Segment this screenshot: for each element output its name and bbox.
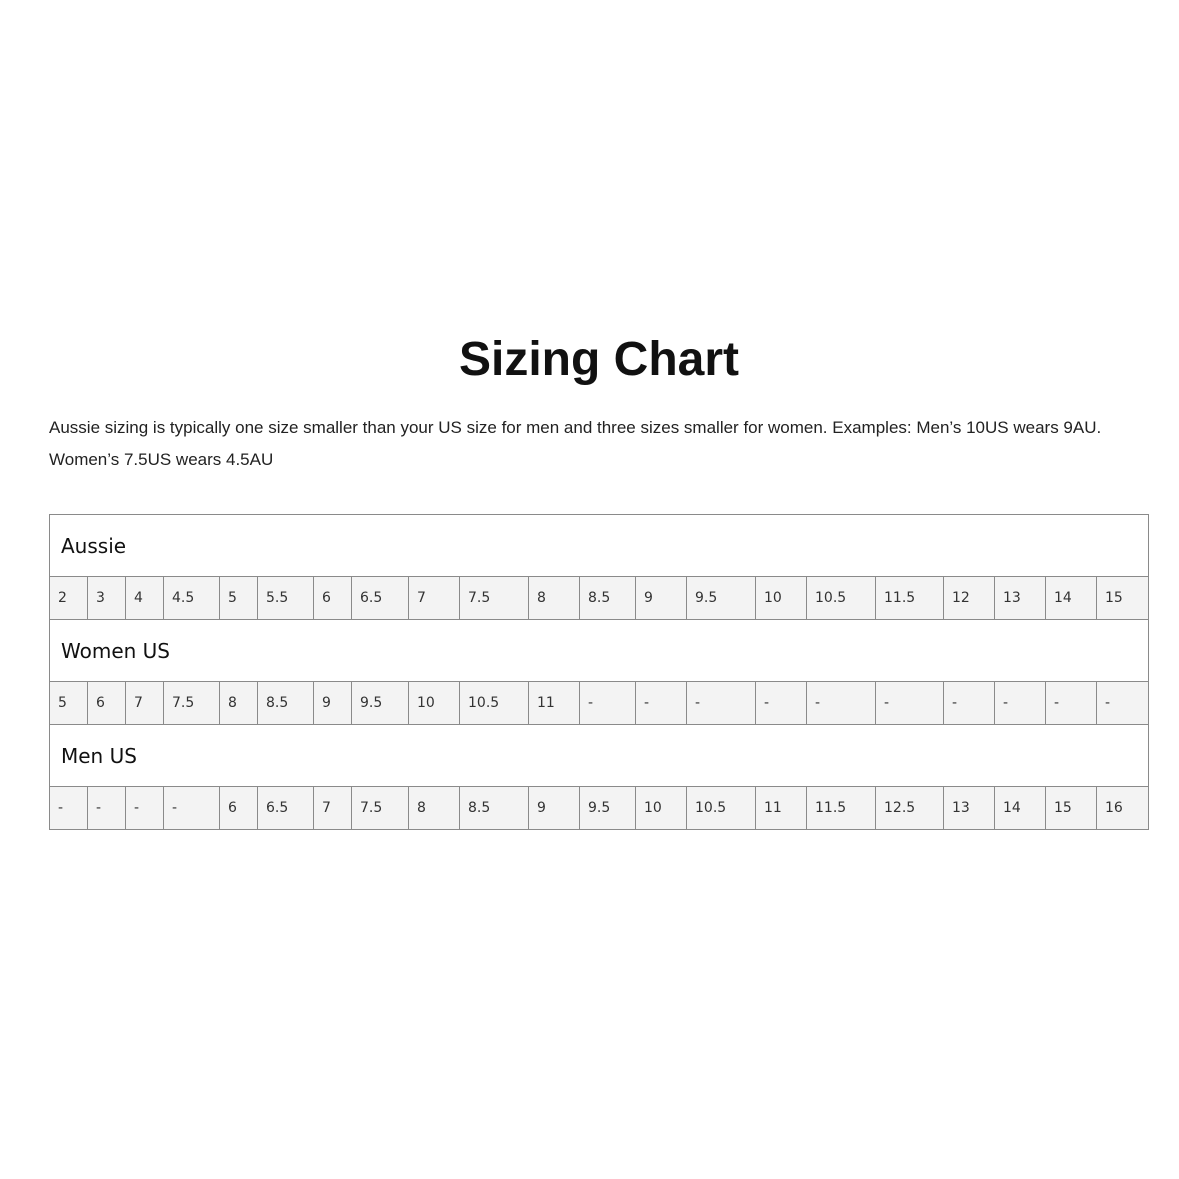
size-cell: 7.5 — [352, 787, 409, 830]
size-cell: 16 — [1097, 787, 1149, 830]
size-cell: 5 — [220, 577, 258, 620]
size-cell: 7.5 — [164, 682, 220, 725]
size-cell: - — [1046, 682, 1097, 725]
size-cell: - — [807, 682, 876, 725]
size-cell: 3 — [88, 577, 126, 620]
page-title: Sizing Chart — [458, 333, 739, 386]
size-cell: - — [756, 682, 807, 725]
size-cell: 11.5 — [876, 577, 944, 620]
group-label-row — [50, 725, 1149, 787]
size-cell: 10.5 — [460, 682, 529, 725]
size-cell: - — [580, 682, 636, 725]
size-cell: 11 — [529, 682, 580, 725]
size-cell: 8 — [529, 577, 580, 620]
size-cell: 9.5 — [580, 787, 636, 830]
size-cell: 2 — [50, 577, 88, 620]
size-cell: 6.5 — [258, 787, 314, 830]
size-cell: - — [164, 787, 220, 830]
size-cell: 4.5 — [164, 577, 220, 620]
size-cell: 6.5 — [352, 577, 409, 620]
size-values-row — [50, 577, 1149, 620]
size-cell: 10 — [756, 577, 807, 620]
size-cell: 12.5 — [876, 787, 944, 830]
size-cell: 11.5 — [807, 787, 876, 830]
size-group-label: Men US — [50, 725, 1149, 787]
size-cell: 7 — [126, 682, 164, 725]
size-cell: 9 — [529, 787, 580, 830]
size-cell: - — [995, 682, 1046, 725]
size-cell: 9.5 — [352, 682, 409, 725]
size-cell: 14 — [995, 787, 1046, 830]
size-cell: 5 — [50, 682, 88, 725]
size-cell: 13 — [995, 577, 1046, 620]
size-cell: 15 — [1046, 787, 1097, 830]
sizing-table — [49, 514, 1149, 830]
size-cell: 10.5 — [687, 787, 756, 830]
size-cell: 14 — [1046, 577, 1097, 620]
group-label-row — [50, 620, 1149, 682]
size-cell: - — [876, 682, 944, 725]
size-group-label: Women US — [50, 620, 1149, 682]
size-cell: 13 — [944, 787, 995, 830]
size-cell: 10.5 — [807, 577, 876, 620]
size-cell: 7.5 — [460, 577, 529, 620]
size-cell: 15 — [1097, 577, 1149, 620]
sizing-intro-text: Aussie sizing is typically one size smaller than your US size for men and three sizes smaller for women. Examples: Men’s 10US wears 9AU. Women’s 7.5US wears 4.5AU — [49, 418, 1102, 469]
sizing-table-body — [50, 515, 1149, 830]
size-cell: 8.5 — [460, 787, 529, 830]
size-cell: 7 — [314, 787, 352, 830]
size-cell: 8.5 — [258, 682, 314, 725]
size-cell: 10 — [636, 787, 687, 830]
size-cell: - — [50, 787, 88, 830]
size-cell: 6 — [88, 682, 126, 725]
size-cell: - — [1097, 682, 1149, 725]
size-cell: 11 — [756, 787, 807, 830]
size-cell: - — [687, 682, 756, 725]
size-cell: - — [944, 682, 995, 725]
size-cell: 5.5 — [258, 577, 314, 620]
size-values-row — [50, 682, 1149, 725]
size-values-row — [50, 787, 1149, 830]
group-label-row — [50, 515, 1149, 577]
size-cell: 8 — [409, 787, 460, 830]
size-group-label: Aussie — [50, 515, 1149, 577]
size-cell: - — [126, 787, 164, 830]
size-cell: 6 — [314, 577, 352, 620]
size-cell: 9.5 — [687, 577, 756, 620]
size-cell: 6 — [220, 787, 258, 830]
size-cell: 9 — [636, 577, 687, 620]
size-cell: 4 — [126, 577, 164, 620]
size-cell: 10 — [409, 682, 460, 725]
size-cell: 8.5 — [580, 577, 636, 620]
size-cell: - — [88, 787, 126, 830]
size-cell: 12 — [944, 577, 995, 620]
size-cell: 9 — [314, 682, 352, 725]
size-cell: - — [636, 682, 687, 725]
size-cell: 7 — [409, 577, 460, 620]
size-cell: 8 — [220, 682, 258, 725]
